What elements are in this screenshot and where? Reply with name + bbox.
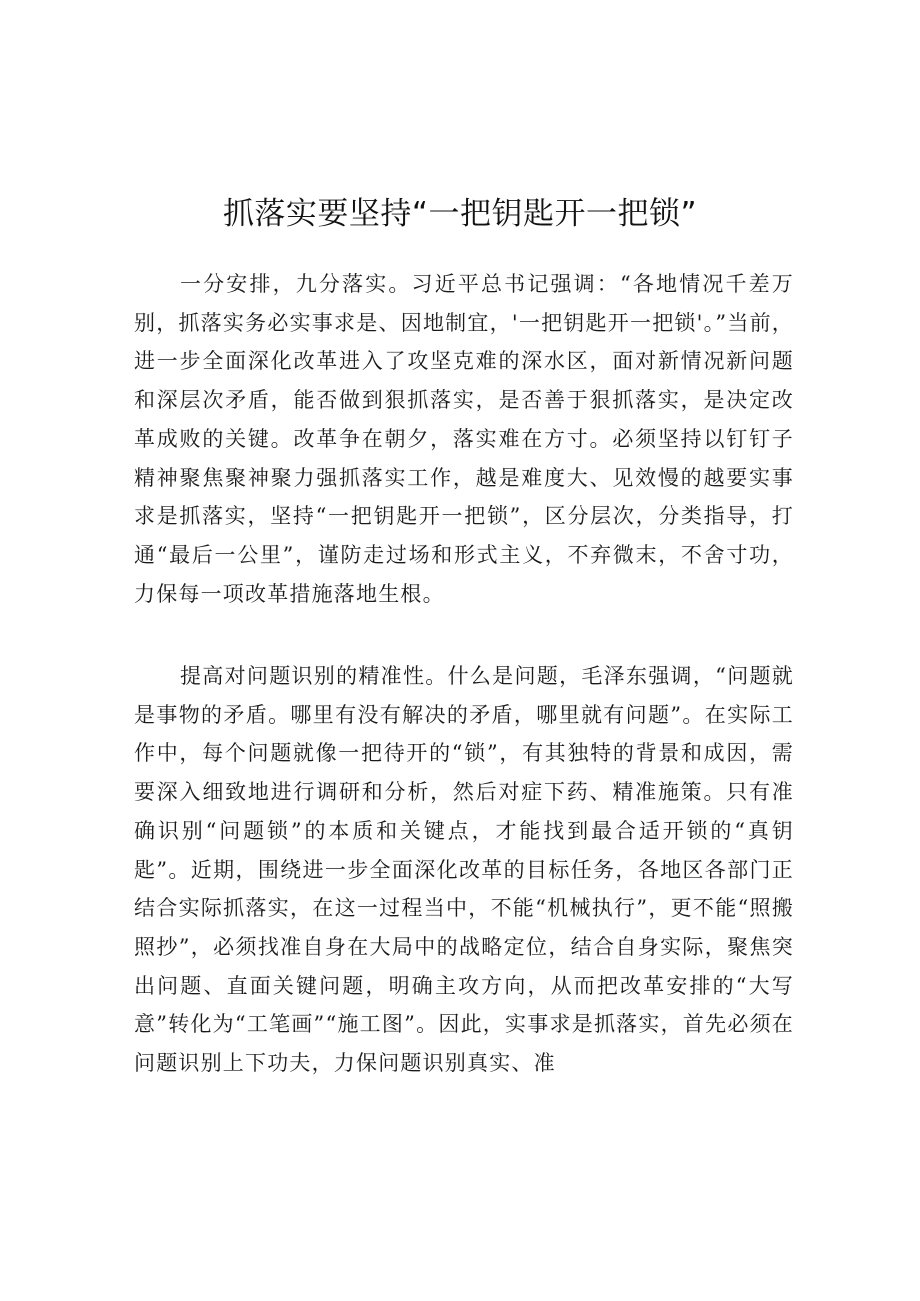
paragraph-intro: 一分安排，九分落实。习近平总书记强调：“各地情况千差万别，抓落实务必实事求是、因地制宜，'一把钥匙开一把锁'。”当前，进一步全面深化改革进入了攻坚克难的深水区，面对新情况新问题和深层次矛盾，能否做到狠抓落实，是否善于狠抓落实，是决定改革成败的关键。改革争在朝夕，落实难在方寸。必须坚持以钉钉子精神聚焦聚神聚力强抓落实工作，越是难度大、见效慢的越要实事求是抓落实，坚持“一把钥匙开一把锁”，区分层次，分类指导，打通“最后一公里”，谨防走过场和形式主义，不弃微末，不舍寸功，力保每一项改革措施落地生根。 (134, 272, 794, 606)
document-title: 抓落实要坚持“一把钥匙开一把锁” (222, 196, 698, 232)
paragraph-problem-identification: 提高对问题识别的精准性。什么是问题，毛泽东强调，“问题就是事物的矛盾。哪里有没有解决的矛盾，哪里就有问题”。在实际工作中，每个问题就像一把待开的“锁”，有其独特的背景和成因，需要深入细致地进行调研和分析，然后对症下药、精准施策。只有准确识别“问题锁”的本质和关键点，才能找到最合适开锁的“真钥匙”。近期，围绕进一步全面深化改革的目标任务，各地区各部门正结合实际抓落实，在这一过程当中，不能“机械执行”，更不能“照搬照抄”，必须找准自身在大局中的战略定位，结合自身实际，聚焦突出问题、直面关键问题，明确主攻方向，从而把改革安排的“大写意”转化为“工笔画”“施工图”。因此，实事求是抓落实，首先必须在问题识别上下功夫，力保问题识别真实、准 (134, 664, 794, 1076)
